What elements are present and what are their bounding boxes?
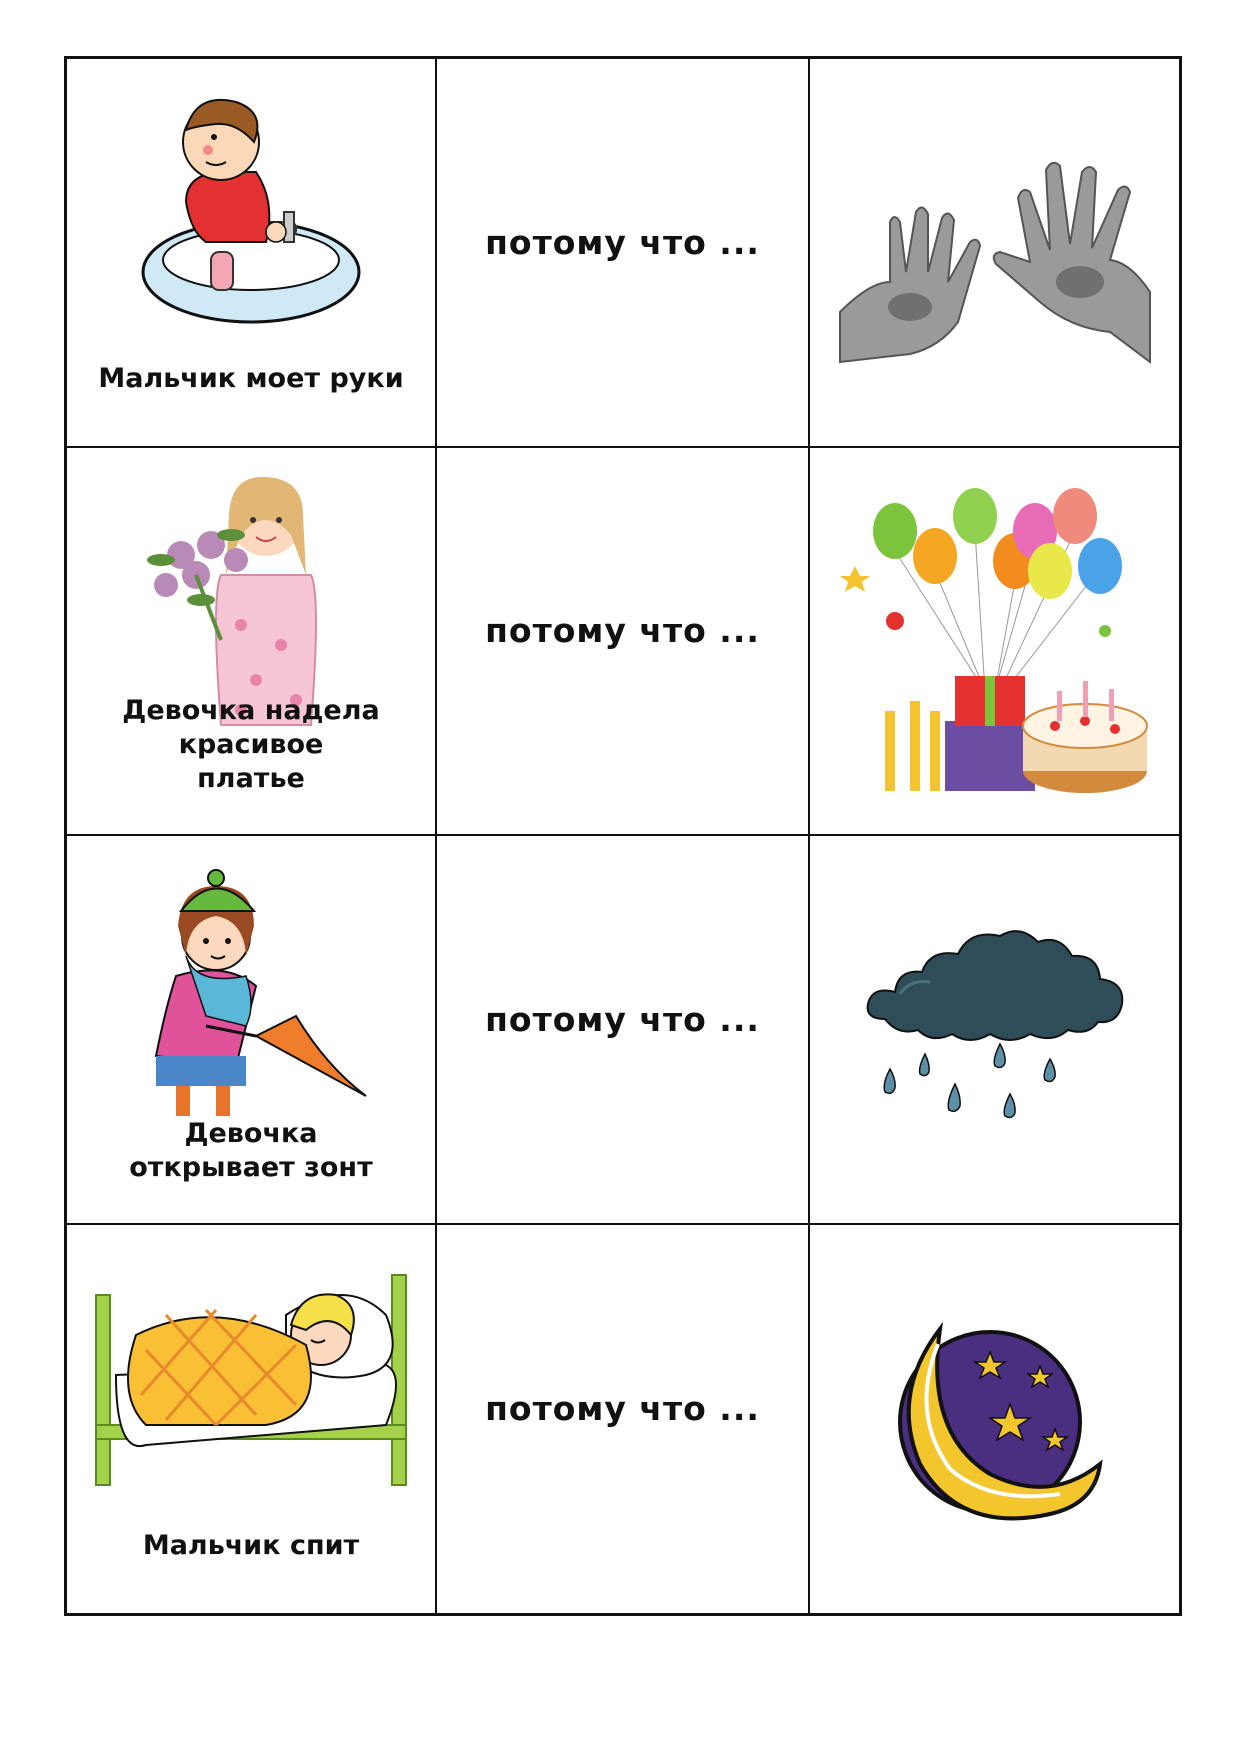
card-caption: Мальчик спит: [142, 1530, 360, 1561]
connector-cell-2: [437, 448, 810, 837]
card-action-3: [67, 836, 437, 1225]
card-action-2: [67, 448, 437, 837]
card-cause-3: [810, 836, 1179, 1225]
card-caption: Девочка открывает зонт: [129, 1117, 373, 1183]
card-cause-2: [810, 448, 1179, 837]
connector-text: потому что ...: [485, 999, 760, 1039]
connector-cell-4: [437, 1225, 810, 1614]
worksheet-grid: [64, 56, 1182, 1616]
connector-cell-3: [437, 836, 810, 1225]
rain-cloud-icon: [860, 924, 1130, 1134]
connector-text: потому что ...: [485, 611, 760, 651]
boy-sleeping-icon: [86, 1255, 416, 1495]
birthday-balloons-cake-icon: [835, 471, 1155, 811]
card-action-1: [67, 59, 437, 448]
card-caption: Мальчик моет руки: [98, 362, 404, 394]
boy-washing-hands-icon: [136, 92, 366, 332]
card-caption: Девочка надела красивое платье: [122, 695, 380, 794]
connector-cell-1: [437, 59, 810, 448]
card-cause-4: [810, 1225, 1179, 1614]
card-cause-1: [810, 59, 1179, 448]
dirty-hands-icon: [830, 132, 1160, 372]
moon-night-icon: [880, 1304, 1110, 1534]
girl-with-umbrella-icon: [126, 866, 376, 1116]
connector-text: потому что ...: [485, 222, 760, 262]
connector-text: потому что ...: [485, 1389, 760, 1429]
card-action-4: [67, 1225, 437, 1614]
